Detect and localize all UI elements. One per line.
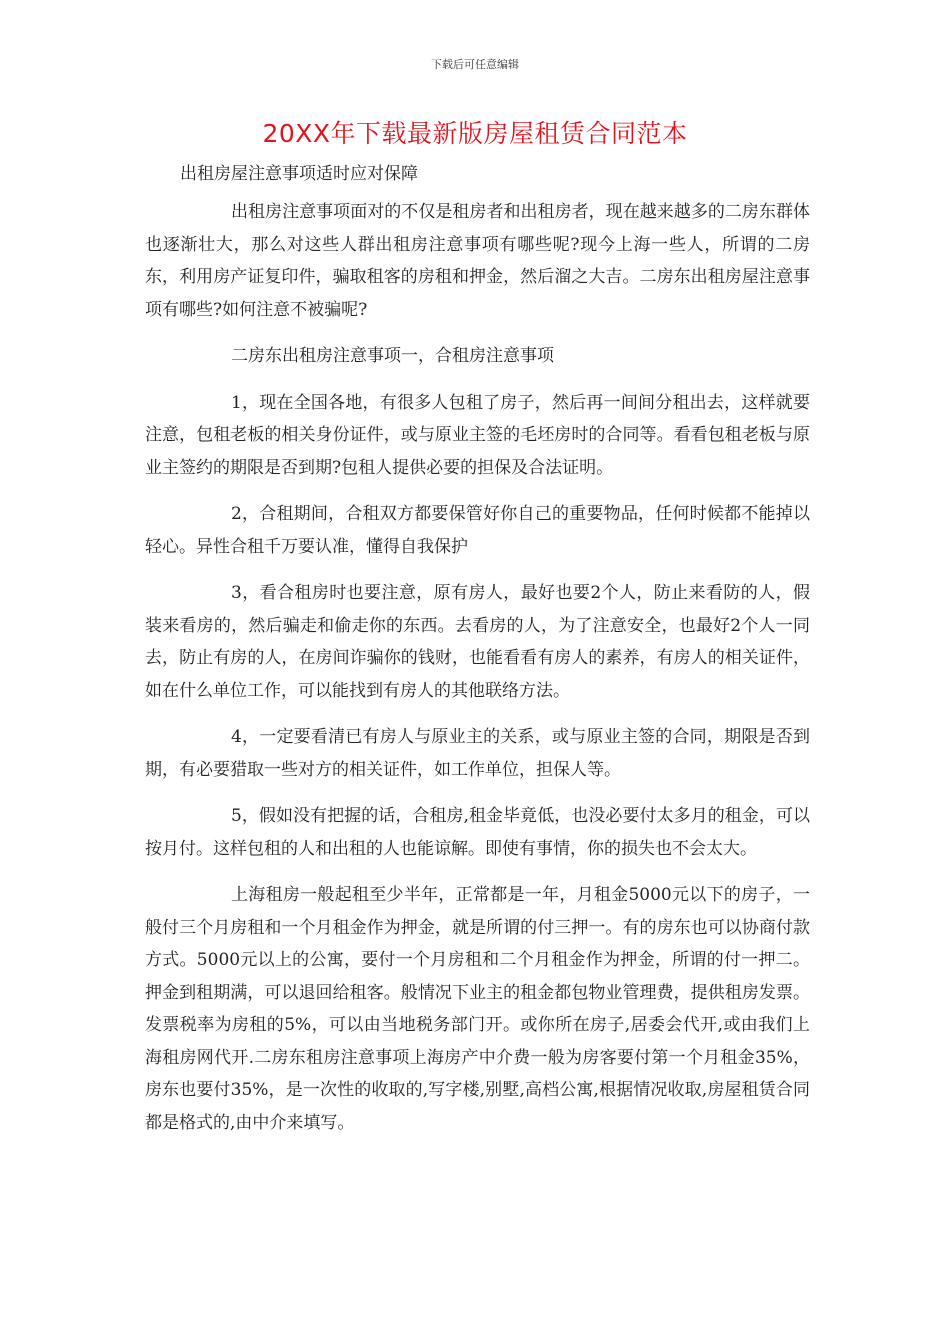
paragraph-shanghai-rent: 上海租房一般起租至少半年，正常都是一年，月租金5000元以下的房子，一般付三个月房租和一个月租金作为押金，就是所谓的付三押一。有的房东也可以协商付款方式。5000元以上的公寓，要付一个月房租和二个月租金作为押金，所谓的付一押二。押金到租期满，可以退回给租客。般情况下业主的租金都包物业管理费，提供租房发票。发票税率为房租的5%，可以由当地税务部门开。或你所在房子,居委会代开,或由我们上海租房网代开.二房东租房注意事项上海房产中介费一般为房客要付第一个月租金35%，房东也要付35%，是一次性的收取的,写字楼,别墅,高档公寓,根据情况收取,房屋租赁合同都是格式的,由中介来填写。 <box>145 885 810 1133</box>
paragraph-intro: 出租房注意事项面对的不仅是租房者和出租房者，现在越来越多的二房东群体也逐渐壮大，那么对这些人群出租房注意事项有哪些呢?现今上海一些人，所谓的二房东，利用房产证复印件，骗取租客的房租和押金，然后溜之大吉。二房东出租房屋注意事项有哪些?如何注意不被骗呢? <box>145 202 810 320</box>
paragraph-item-5: 5，假如没有把握的话，合租房,租金毕竟低，也没必要付太多月的租金，可以按月付。这样包租的人和出租的人也能谅解。即使有事情，你的损失也不会太大。 <box>145 806 810 859</box>
header-note: 下载后可任意编辑 <box>431 58 519 71</box>
document-subtitle: 出租房屋注意事项适时应对保障 <box>180 164 418 184</box>
document-title: 20XX年下载最新版房屋租赁合同范本 <box>262 119 688 148</box>
paragraph-item-4: 4，一定要看清已有房人与原业主的关系，或与原业主签的合同，期限是否到期，有必要猎取一些对方的相关证件，如工作单位，担保人等。 <box>145 727 810 780</box>
paragraph-item-1: 1，现在全国各地，有很多人包租了房子，然后再一间间分租出去，这样就要注意，包租老板的相关身份证件，或与原业主签的毛坯房时的合同等。看看包租老板与原业主签约的期限是否到期?包租人提供必要的担保及合法证明。 <box>145 392 810 478</box>
paragraph-item-3: 3，看合租房时也要注意，原有房人，最好也要2个人，防止来看防的人，假装来看房的，然后骗走和偷走你的东西。去看房的人，为了注意安全，也最好2个人一同去，防止有房的人，在房间诈骗你的钱财，也能看看有房人的素养，有房人的相关证件，如在什么单位工作，可以能找到有房人的其他联络方法。 <box>145 583 810 701</box>
paragraph-item-2: 2，合租期间，合租双方都要保管好你自己的重要物品，任何时候都不能掉以轻心。异性合租千万要认准，懂得自我保护 <box>145 504 810 557</box>
paragraph-section-heading: 二房东出租房注意事项一，合租房注意事项 <box>231 346 554 366</box>
document-body <box>145 196 810 1153</box>
